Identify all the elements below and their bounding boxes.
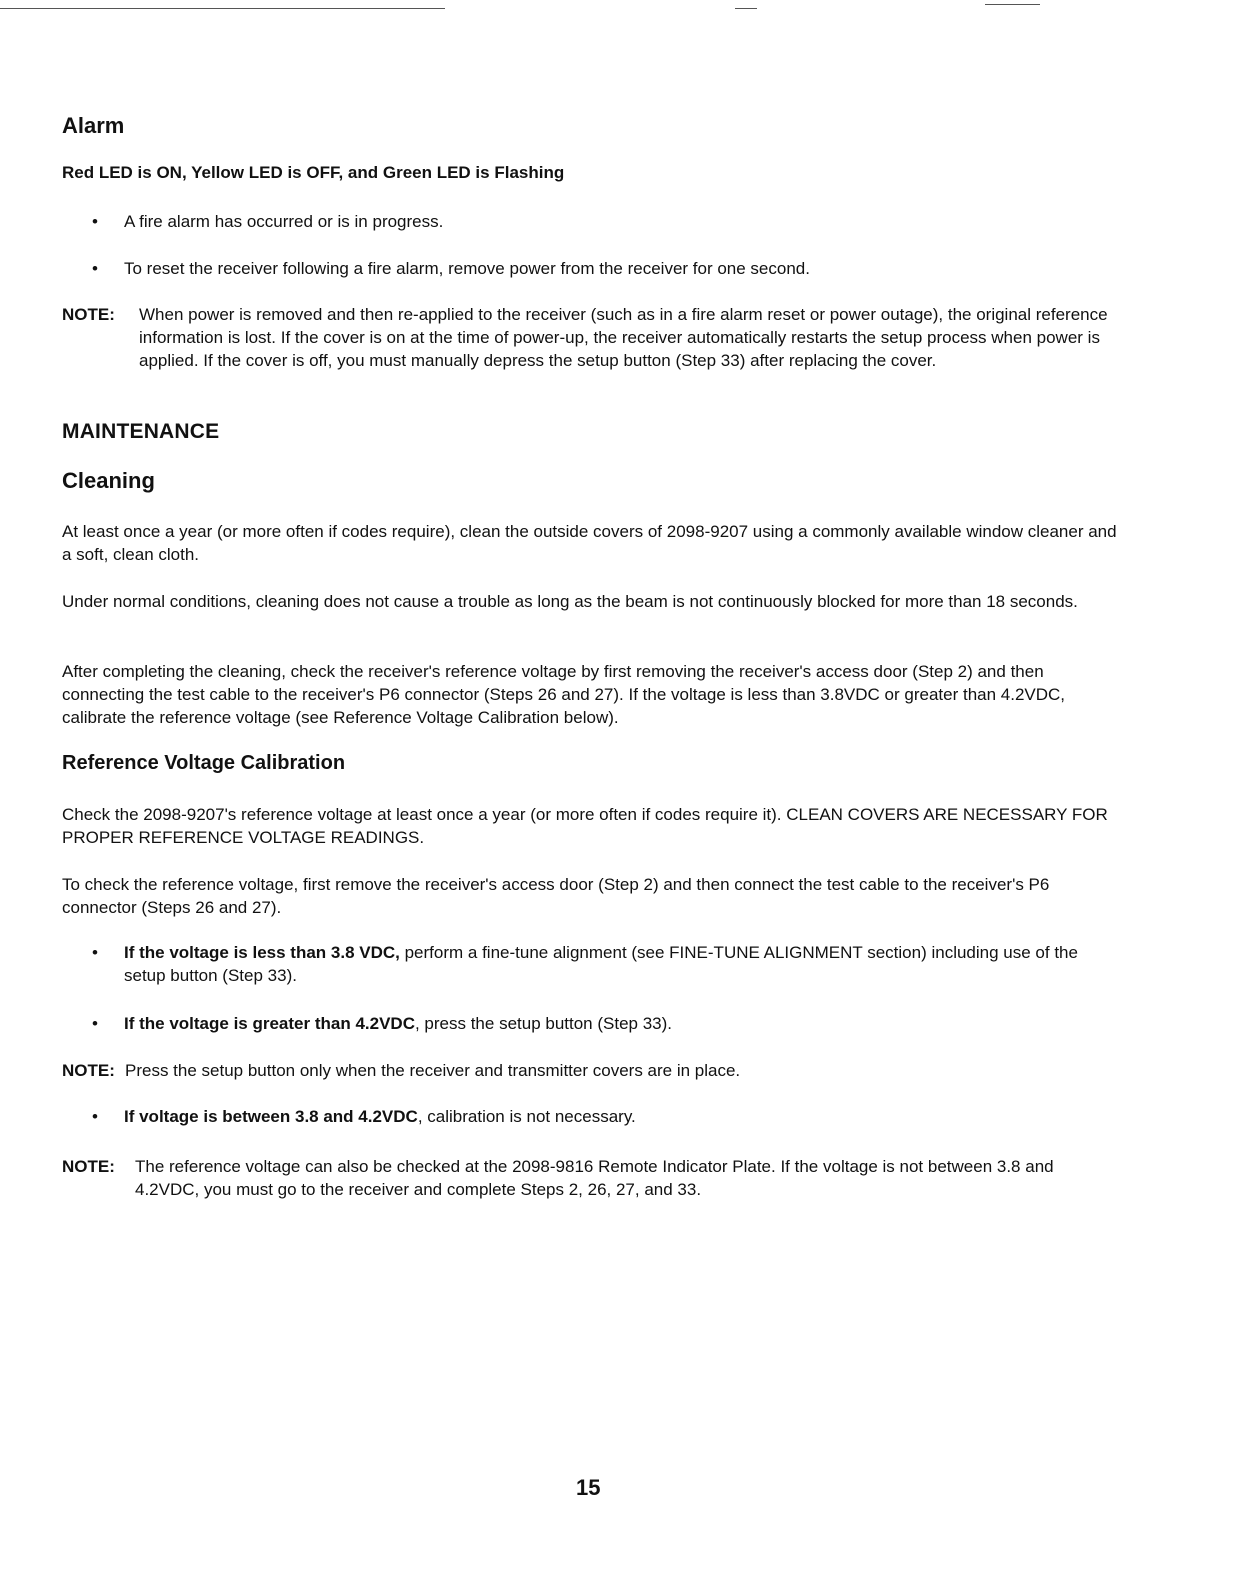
list-item	[88, 941, 1098, 987]
list-item	[88, 1012, 1098, 1035]
list-item-text	[124, 941, 1098, 987]
alarm-note	[62, 303, 1124, 372]
cleaning-paragraph: At least once a year (or more often if codes require), clean the outside covers of 2098-9207 using a commonly available window cleaner and a soft, clean cloth.	[62, 522, 1117, 564]
list-item-text: To reset the receiver following a fire alarm, remove power from the receiver for one second.	[124, 259, 810, 278]
list-item-rest: perform a fine-tune alignment (see FINE-TUNE ALIGNMENT section) including use of the setup button (Step 33).	[124, 943, 1078, 985]
note-label: NOTE:	[62, 1061, 115, 1080]
page-number: 15	[576, 1475, 601, 1500]
cleaning-heading: Cleaning	[62, 468, 155, 493]
calibration-paragraph: Check the 2098-9207's reference voltage at least once a year (or more often if codes require it). CLEAN COVERS ARE NECESSARY FOR PROPER REFERENCE VOLTAGE READINGS.	[62, 805, 1108, 847]
maintenance-heading: MAINTENANCE	[62, 420, 220, 443]
calibration-paragraph: To check the reference voltage, first remove the receiver's access door (Step 2) and then connect the test cable to the receiver's P6 connector (Steps 26 and 27).	[62, 875, 1050, 917]
list-item	[88, 210, 1148, 233]
list-item-rest: , press the setup button (Step 33).	[414, 1014, 673, 1033]
scan-artifact-line	[0, 8, 445, 9]
note-label: NOTE:	[62, 1157, 115, 1176]
calibration-note	[62, 1155, 1122, 1201]
calibration-heading: Reference Voltage Calibration	[62, 752, 346, 774]
scan-artifact-line	[985, 4, 1040, 5]
list-item-text: A fire alarm has occurred or is in progress.	[124, 212, 444, 231]
cleaning-paragraph: Under normal conditions, cleaning does not cause a trouble as long as the beam is not continuously blocked for more than 18 seconds.	[62, 592, 1078, 611]
note-text: Press the setup button only when the receiver and transmitter covers are in place.	[125, 1061, 741, 1080]
bullet-icon: •	[92, 259, 98, 278]
list-item	[88, 1105, 1098, 1128]
note-label: NOTE:	[62, 305, 115, 324]
list-item-rest: , calibration is not necessary.	[417, 1107, 636, 1126]
scan-artifact-line	[735, 8, 757, 9]
bullet-icon: •	[92, 1107, 98, 1126]
list-item-bold: If the voltage is greater than 4.2VDC	[124, 1014, 415, 1033]
list-item-text	[124, 1012, 672, 1035]
bullet-icon: •	[92, 212, 98, 231]
list-item	[88, 257, 1148, 280]
note-text: The reference voltage can also be checked at the 2098-9816 Remote Indicator Plate. If the voltage is not between 3.8 and 4.2VDC, you must go to the receiver and complete Steps 2, 26, 27, and 33.	[135, 1157, 1054, 1199]
led-status-subheading: Red LED is ON, Yellow LED is OFF, and Green LED is Flashing	[62, 163, 565, 182]
note-text: When power is removed and then re-applied to the receiver (such as in a fire alarm reset or power outage), the original reference information is lost. If the cover is on at the time of power-up, the receiver automatically restarts the setup process when power is applied. If the cover is off, you must manually depress the setup button (Step 33) after replacing the cover.	[139, 305, 1108, 370]
calibration-note	[62, 1059, 1124, 1082]
list-item-bold: If the voltage is less than 3.8 VDC,	[124, 943, 400, 962]
list-item-bold: If voltage is between 3.8 and 4.2VDC	[124, 1107, 418, 1126]
cleaning-paragraph: After completing the cleaning, check the receiver's reference voltage by first removing the receiver's access door (Step 2) and then connecting the test cable to the receiver's P6 connector (Steps 26 and 27). If the voltage is less than 3.8VDC or greater than 4.2VDC, calibrate the reference voltage (see Reference Voltage Calibration below).	[62, 662, 1066, 727]
list-item-text	[124, 1105, 636, 1128]
alarm-heading: Alarm	[62, 113, 125, 138]
bullet-icon: •	[92, 1014, 98, 1033]
bullet-icon: •	[92, 943, 98, 962]
